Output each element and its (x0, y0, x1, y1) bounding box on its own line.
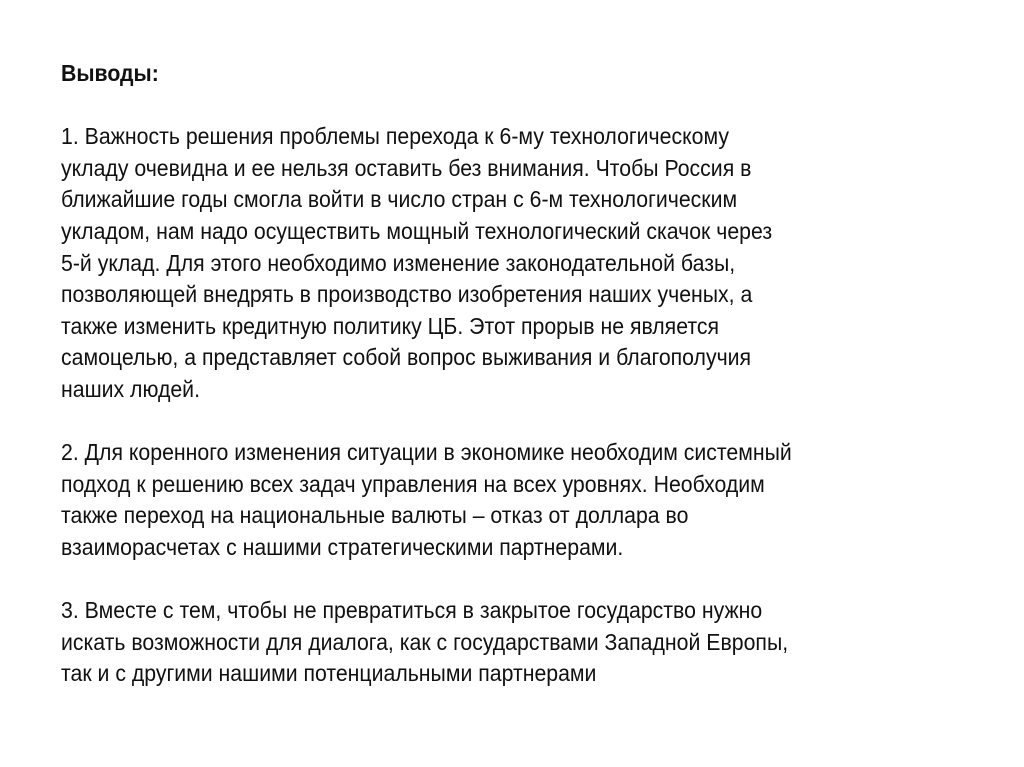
text-line: взаиморасчетах с нашими стратегическими партнерами. (61, 533, 624, 560)
slide-heading: Выводы: (61, 60, 159, 86)
text-line: также изменить кредитную политику ЦБ. Этот прорыв не является (61, 312, 719, 339)
text-line: укладом, нам надо осуществить мощный технологический скачок через (61, 217, 773, 244)
text-line: так и с другими нашими потенциальными партнерами (61, 660, 597, 687)
text-line: 1. Важность решения проблемы перехода к 6-му технологическому (61, 123, 729, 150)
text-line: 2. Для коренного изменения ситуации в экономике необходим системный (61, 439, 792, 466)
text-line: самоцелью, а представляет собой вопрос выживания и благополучия (61, 344, 752, 371)
text-line: искать возможности для диалога, как с государствами Западной Европы, (61, 628, 789, 655)
conclusion-paragraph-2 (61, 437, 961, 563)
slide-content (61, 58, 961, 721)
text-line: наших людей. (61, 375, 200, 402)
conclusion-paragraph-1 (61, 121, 961, 405)
text-line: подход к решению всех задач управления на всех уровнях. Необходим (61, 470, 765, 497)
conclusion-paragraph-3 (61, 595, 961, 690)
text-line: ближайшие годы смогла войти в число стран с 6-м технологическим (61, 186, 738, 213)
text-line: позволяющей внедрять в производство изобретения наших ученых, а (61, 281, 753, 308)
text-line: 5-й уклад. Для этого необходимо изменение законодательной базы, (61, 249, 736, 276)
text-line: 3. Вместе с тем, чтобы не превратиться в закрытое государство нужно (61, 597, 763, 624)
text-line: также переход на национальные валюты – отказ от доллара во (61, 502, 689, 529)
text-line: укладу очевидна и ее нельзя оставить без внимания. Чтобы Россия в (61, 154, 752, 181)
